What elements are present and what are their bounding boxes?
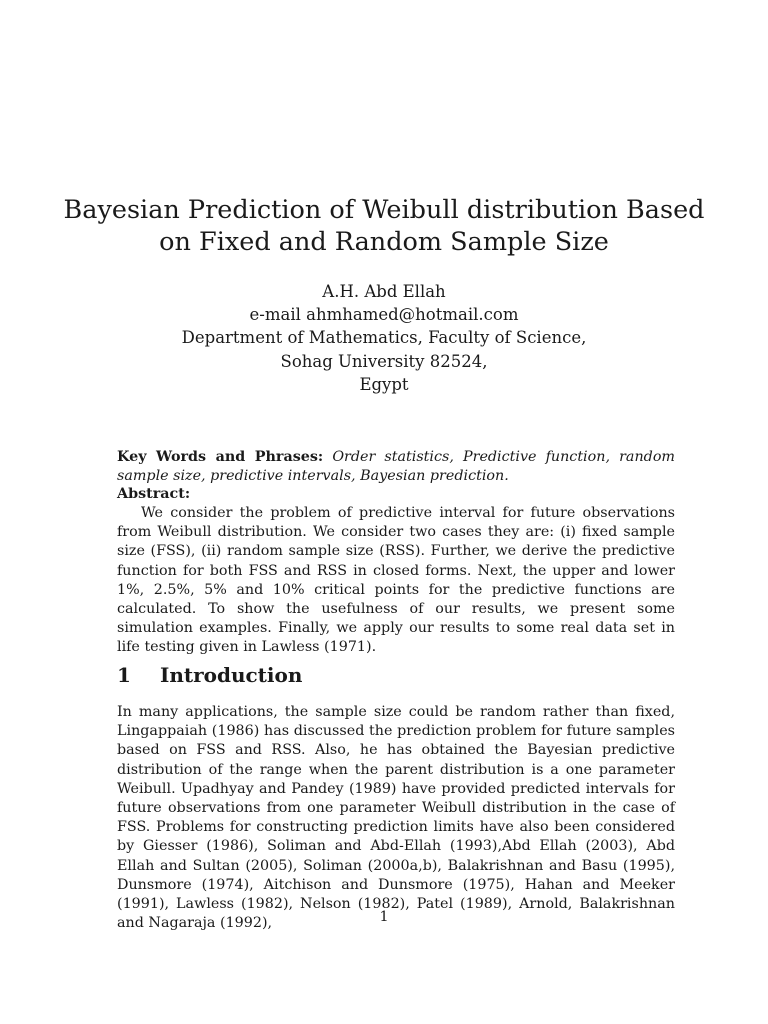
- author-university: Sohag University 82524,: [280, 351, 488, 371]
- abstract-label: Abstract:: [117, 486, 191, 502]
- keywords-label: Key Words and Phrases:: [117, 449, 324, 465]
- paper-title: [60, 194, 708, 258]
- author-block: [60, 280, 708, 396]
- page-number: 1: [379, 909, 389, 925]
- introduction-text: In many applications, the sample size could be random rather than fixed, Lingappaiah (1986) has discussed the prediction problem for future samples based on FSS and RSS. Also, he has obtained the Bayesian predictive distribution of the range when the parent distribution is a one parameter Weibull. Upadhyay and Pandey (1989) have provided predicted intervals for future observations from one parameter Weibull distribution in the case of FSS. Problems for constructing prediction limits have also been considered by Giesser (1986), Soliman and Abd-Ellah (1993),Abd Ellah (2003), Abd Ellah and Sultan (2005), Soliman (2000a,b), Balakrishnan and Basu (1995), Dunsmore (1974), Aitchison and Dunsmore (1975), Hahan and Meeker (1991), Lawless (1982), Nelson (1982), Patel (1989), Arnold, Balakrishnan and Nagaraja (1992),: [117, 704, 675, 932]
- title-line-1: Bayesian Prediction of Weibull distribution Based: [63, 195, 705, 225]
- keywords-text: Order statistics, Predictive function, random sample size, predictive intervals, Bayesian prediction.: [117, 449, 675, 485]
- title-line-2: on Fixed and Random Sample Size: [159, 227, 609, 257]
- author-name: A.H. Abd Ellah: [322, 282, 446, 301]
- section-number: 1: [117, 663, 131, 687]
- section-title: Introduction: [159, 663, 303, 687]
- abstract-heading: [117, 485, 675, 504]
- author-country: Egypt: [359, 374, 409, 394]
- keywords: [117, 448, 675, 486]
- abstract-text: We consider the problem of predictive interval for future observations from Weibull distribution. We consider two cases they are: (i) fixed sample size (FSS), (ii) random sample size (RSS). Further, we derive the predictive function for both FSS and RSS in closed forms. Next, the upper and lower 1%, 2.5%, 5% and 10% critical points for the predictive functions are calculated. To show the usefulness of our results, we present some simulation examples. Finally, we apply our results to some real data set in life testing given in Lawless (1971).: [117, 505, 675, 656]
- section-heading: [117, 662, 302, 688]
- author-email: e-mail ahmhamed@hotmail.com: [249, 305, 519, 325]
- author-department: Department of Mathematics, Faculty of Science,: [181, 328, 587, 348]
